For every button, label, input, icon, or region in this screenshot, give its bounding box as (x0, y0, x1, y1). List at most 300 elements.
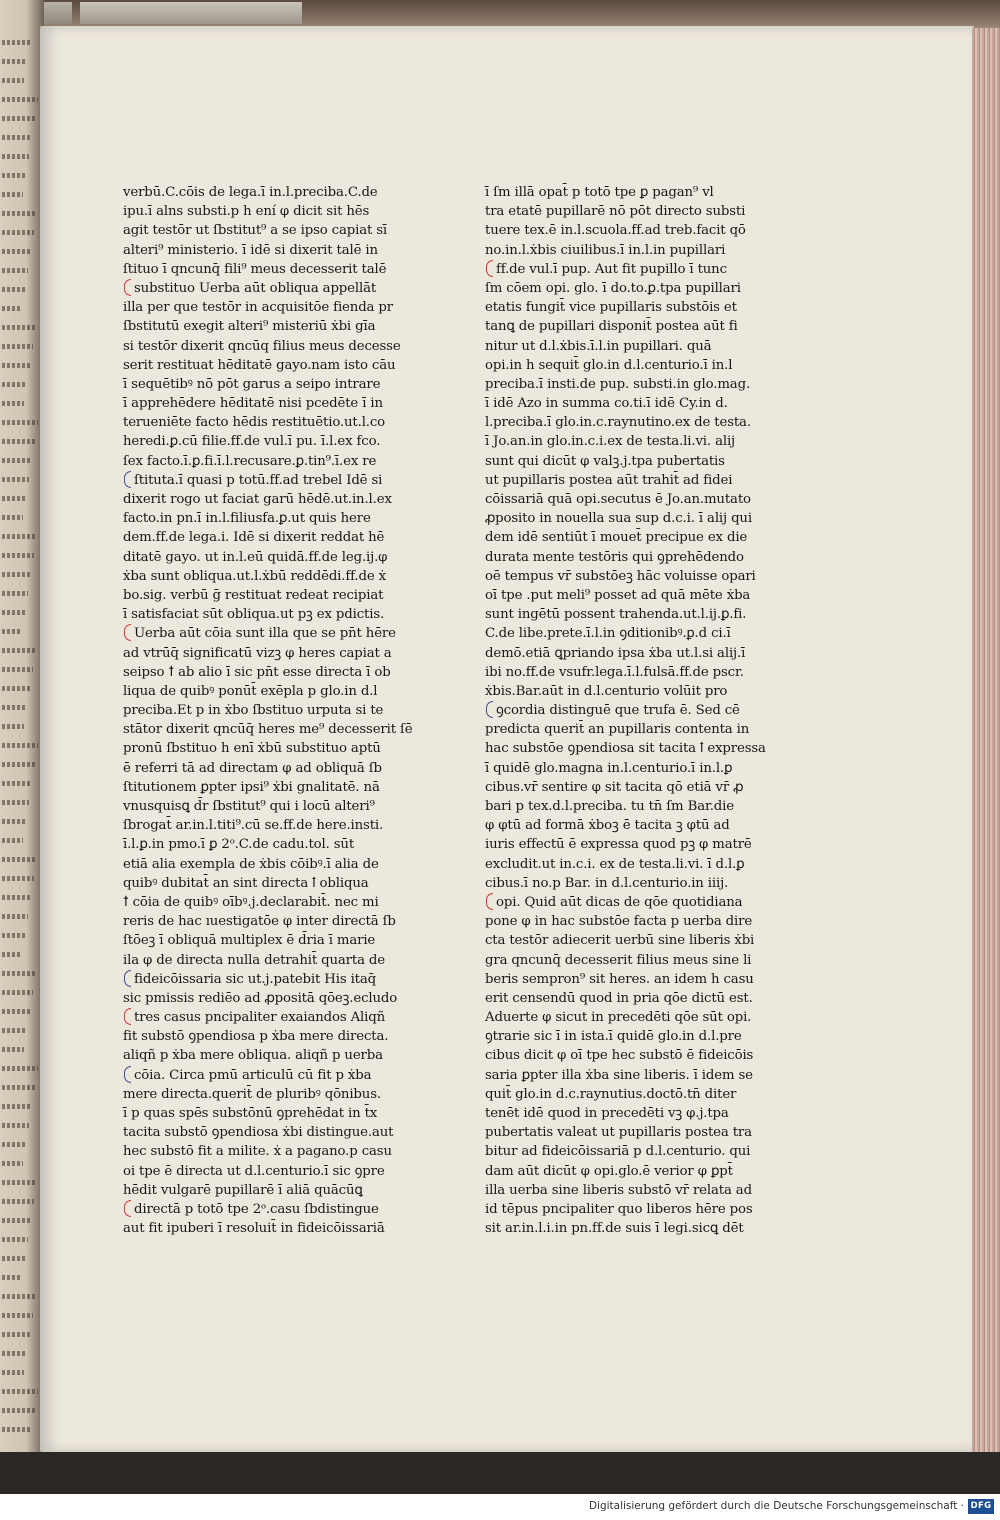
line-text: facto.in pn.ī in.l.filiusfa.ꝑ.ut quis here (123, 511, 371, 527)
adjacent-text-fragment (2, 325, 36, 330)
line-text: ꝯtrarie sic ī in ista.ī quidē glo.in d.l.pre (485, 1029, 742, 1045)
text-line (485, 1027, 742, 1046)
text-line (485, 1219, 744, 1238)
line-text: bari p tex.d.l.preciba. tu tn̄ ſm Bar.die (485, 799, 734, 814)
text-line (485, 739, 766, 758)
adjacent-text-fragment (2, 1009, 30, 1014)
adjacent-page-edge (0, 0, 44, 1452)
line-text: ī ſm illā opat̄ p totō tpe ꝑ pagan⁹ vl (485, 185, 714, 200)
line-text: ut pupillaris postea aūt trahit̄ ad fidei (485, 472, 733, 488)
text-line (123, 432, 381, 451)
text-line (485, 1008, 752, 1027)
adjacent-text-fragment (2, 420, 38, 425)
adjacent-text-fragment (2, 686, 30, 691)
line-text: saria ꝑpter illa ẋba sine liberis. ī idem se (485, 1067, 753, 1083)
line-text: liqua de quibꝰ ponūt̄ exēpla p glo.in d.l (123, 683, 378, 699)
line-text: ff.de vul.ī pup. Aut fit pupillo ī tunc (496, 261, 727, 277)
line-text: pubertatis valeat ut pupillaris postea tra (485, 1125, 752, 1141)
adjacent-text-fragment (2, 1332, 30, 1337)
line-text: sunt qui dicūt φ valꝫ.j.tpa pubertatis (485, 453, 725, 469)
text-line (485, 1142, 751, 1161)
text-line (485, 912, 753, 931)
line-text: Uerba aūt cōia sunt illa que se pn̄t hēre (134, 626, 396, 642)
text-line (485, 567, 756, 586)
line-text: pone φ in hac substōe facta p uerba dire (485, 914, 753, 930)
text-line (123, 1066, 373, 1085)
adjacent-text-fragment (2, 230, 34, 235)
text-line (123, 624, 396, 643)
text-line (485, 586, 751, 605)
text-line (123, 1104, 378, 1123)
adjacent-text-fragment (2, 439, 35, 444)
text-line (485, 1200, 753, 1219)
adjacent-text-fragment (2, 990, 33, 995)
blue-paragraph-mark-icon (123, 1066, 132, 1081)
line-text: ſex facto.ī.ꝑ.fi.ī.l.recusare.ꝑ.tin⁹.ī.ex re (123, 453, 377, 469)
text-line (485, 528, 748, 547)
adjacent-text-fragment (2, 724, 24, 729)
text-line (485, 337, 735, 356)
adjacent-text-fragment (2, 458, 32, 463)
adjacent-text-fragment (2, 819, 26, 824)
text-line (485, 797, 735, 816)
line-text: etatis fungit̄ vice pupillaris substōis et (485, 300, 737, 316)
text-line (485, 260, 735, 279)
line-text: ꝯcordia distinguē que trufa ē. Sed cē (496, 703, 740, 719)
text-line (485, 490, 751, 509)
adjacent-text-fragment (2, 1294, 36, 1299)
line-text: opi. Quid aūt dicas de qōe quotidiana (496, 894, 743, 910)
adjacent-text-fragment (2, 971, 36, 976)
line-text: excludit.ut in.c.i. ex de testa.li.vi. ī d.l.ꝑ (485, 856, 745, 872)
text-line (485, 509, 752, 528)
text-line (123, 1008, 386, 1027)
text-line (123, 1027, 389, 1046)
line-text: si testōr dixerit qncūq filius meus decesse (123, 338, 401, 354)
line-text: sic pmissis rediēo ad ꝓpositā qōeꝫ.ecludo (123, 990, 398, 1006)
line-text: illa uerba sine liberis substō vr̄ relata ad (485, 1182, 752, 1198)
line-text: C.de libe.prete.ī.l.in ꝯditionibꝰ.ꝑ.d ci.ī (485, 626, 731, 642)
text-line (123, 835, 373, 854)
adjacent-text-fragment (2, 1047, 24, 1052)
text-line (485, 1123, 752, 1142)
text-line (123, 548, 388, 567)
text-line (123, 912, 396, 931)
text-line (485, 874, 735, 893)
line-text: stātor dixerit qncūq̄ heres me⁹ decesserit ſē (123, 722, 413, 738)
text-line (485, 644, 746, 663)
text-line (123, 471, 383, 490)
text-line (485, 759, 735, 778)
adjacent-text-fragment (2, 648, 36, 653)
line-text: ẋba sunt obliqua.ut.l.ẋbū reddēdi.ff.de ẋ (123, 568, 387, 584)
text-line (123, 528, 385, 547)
adjacent-text-fragment (2, 534, 37, 539)
text-line (123, 567, 387, 586)
adjacent-text-fragment (2, 154, 29, 159)
line-text: dem idē sentiūt ī mouet̄ precipue ex die (485, 530, 748, 546)
blue-paragraph-mark-icon (123, 970, 132, 985)
line-text: ẋbis.Bar.aūt in d.l.centurio volūit pro (485, 683, 728, 699)
text-line (485, 816, 735, 835)
text-line (123, 970, 377, 989)
line-text: sit ar.in.l.i.in pn.ff.de suis ī legi.sicꝗ dēt (485, 1221, 744, 1237)
adjacent-text-fragment (2, 173, 26, 178)
adjacent-text-fragment (2, 496, 26, 501)
text-line (485, 1181, 752, 1200)
line-text: tenēt idē quod in precedēti vꝫ φ.j.tpa (485, 1106, 729, 1121)
line-text: Aduerte φ sicut in precedēti qōe sūt opi. (485, 1010, 752, 1026)
text-line (485, 394, 735, 413)
adjacent-text-fragment (2, 667, 33, 672)
line-text: predicta querit̄ an pupillaris contenta in (485, 722, 750, 738)
adjacent-text-fragment (2, 895, 31, 900)
text-line (123, 855, 379, 874)
line-text: fideicōissaria sic ut.j.patebit His itaq̄ (134, 971, 377, 987)
red-paragraph-mark-icon (123, 1200, 132, 1215)
text-column-right (485, 183, 766, 1238)
line-text: etiā alia exempla de ẋbis cōibꝰ.ī alia de (123, 856, 379, 872)
text-line (123, 1046, 383, 1065)
line-text: sunt ingētū possent trahenda.ut.l.ij.ꝑ.fi. (485, 607, 747, 623)
text-line (123, 663, 391, 682)
line-text: ī apprehēdere hēditatē nisi pcedēte ī in (123, 396, 383, 412)
line-text: gra qncunq̄ decesserit filius meus sine li (485, 952, 752, 968)
adjacent-text-fragment (2, 78, 24, 83)
credit-bar (0, 1494, 1000, 1520)
adjacent-text-fragment (2, 1256, 25, 1261)
line-text: durata mente testōris qui ꝯprehēdendo (485, 549, 744, 565)
text-line (123, 1142, 392, 1161)
line-text: beris sempron⁹ sit heres. an idem h casu (485, 971, 754, 987)
text-line (123, 1181, 373, 1200)
text-line (123, 413, 386, 432)
line-text: ſbstitutū exegit alteri⁹ misteriū ẋbi gīa (123, 319, 376, 335)
adjacent-text-fragment (2, 515, 23, 520)
text-line (123, 816, 384, 835)
line-text: oi tpe ē directa ut d.l.centurio.ī sic ꝯpre (123, 1163, 385, 1179)
text-line (485, 317, 738, 336)
tape-right (80, 2, 302, 24)
line-text: ditatē gayo. ut in.l.eū quidā.ff.de leg.ij.φ (123, 549, 388, 565)
text-line (485, 835, 752, 854)
adjacent-text-fragment (2, 610, 25, 615)
adjacent-text-fragment (2, 1066, 38, 1071)
line-text: ī p quas spēs substōnū ꝯprehēdat in t̄x (123, 1106, 378, 1121)
text-line (123, 951, 386, 970)
adjacent-text-fragment (2, 401, 24, 406)
text-line (485, 183, 735, 202)
line-text: erit censendū quod in pria qōe dictū est. (485, 990, 753, 1006)
adjacent-text-fragment (2, 914, 28, 919)
text-line (485, 951, 752, 970)
text-line (123, 337, 401, 356)
line-text: tuere tex.ē in.l.scuola.ff.ad treb.facit qō (485, 223, 746, 239)
line-text: dam aūt dicūt φ opi.glo.ē verior φ ꝑpt̄ (485, 1163, 733, 1179)
text-line (485, 298, 735, 317)
text-line (485, 356, 735, 375)
line-text: ī.l.ꝑ.in pmo.ī ꝑ 2ᵒ.C.de cadu.tol. sūt (123, 837, 355, 853)
adjacent-text-fragment (2, 306, 22, 311)
text-line (123, 356, 396, 375)
line-text: ipu.ī alns substi.p h ení φ dicit sit hēs (123, 204, 370, 220)
adjacent-text-fragment (2, 1142, 26, 1147)
line-text: aut fit ipuberi ī resoluit̄ in fideicōissariā (123, 1221, 385, 1237)
adjacent-text-fragment (2, 1104, 32, 1109)
text-line (485, 701, 740, 720)
text-line (123, 394, 383, 413)
text-line (485, 970, 754, 989)
line-text: tanꝗ de pupillari disponit̄ postea aūt fi (485, 319, 738, 335)
line-text: nitur ut d.l.ẋbis.ī.l.in pupillari. quā (485, 338, 712, 354)
adjacent-text-fragment (2, 876, 34, 881)
adjacent-text-fragment (2, 477, 29, 482)
adjacent-text-fragment (2, 762, 35, 767)
line-text: ꝉ cōia de quibꝰ oībꝰ.j.declarabit̄. nec mi (123, 894, 379, 910)
line-text: tres casus pncipaliter exaiandos Aliqñ (134, 1010, 386, 1026)
text-line (123, 279, 377, 298)
line-text: oī tpe .put meli⁹ posset ad quā mēte ẋba (485, 587, 751, 603)
line-text: vnusquisꝗ d̄r ſbstitut⁹ qui i locū alteri⁹ (123, 799, 375, 814)
line-text: ꝓposito in nouella sua sup d.c.i. ī alij qui (485, 511, 752, 527)
blue-paragraph-mark-icon (485, 701, 494, 716)
text-line (123, 260, 387, 279)
text-line (485, 605, 747, 624)
text-line (123, 202, 373, 221)
line-text: ſm cōem opi. glo. ī do.to.ꝑ.tpa pupillari (485, 280, 741, 296)
line-text: ī Jo.an.in glo.in.c.i.ex de testa.li.vi. alij (485, 434, 736, 450)
line-text: cibus.vr̄ sentire φ sit tacita qō etiā vr̄ ꝓ (485, 779, 744, 795)
line-text: quibꝰ dubitat̄ an sint directa ꝉ obliqua (123, 875, 369, 891)
text-line (485, 1066, 753, 1085)
adjacent-text-fragment (2, 1389, 38, 1394)
line-text: terueniēte facto hēdis restituētio.ut.l.co (123, 415, 386, 431)
adjacent-text-fragment (2, 1237, 28, 1242)
credit-text: Digitalisierung gefördert durch die Deutsche Forschungsgemeinschaft · (588, 1500, 964, 1512)
line-text: pronū ſbstituo h enī ẋbū substituo aptū (123, 741, 381, 757)
line-text: ila φ de directa nulla detrahit̄ quarta de (123, 952, 386, 968)
text-line (485, 1046, 754, 1065)
adjacent-text-fragment (2, 1275, 22, 1280)
adjacent-text-fragment (2, 629, 22, 634)
text-line (485, 1104, 735, 1123)
text-line (485, 855, 745, 874)
text-column-left (123, 183, 413, 1238)
text-line (485, 1162, 735, 1181)
page-fore-edge (972, 28, 1000, 1452)
text-line (123, 1219, 385, 1238)
adjacent-text-fragment (2, 135, 32, 140)
text-line (123, 1085, 381, 1104)
line-text: mere directa.querit̄ de pluribꝰ qōnibus. (123, 1086, 381, 1102)
line-text: ī quidē glo.magna in.l.centurio.ī in.l.ꝑ (485, 760, 733, 776)
text-line (485, 931, 755, 950)
text-line (485, 202, 746, 221)
line-text: alteri⁹ ministerio. ī idē si dixerit talē in (123, 242, 378, 258)
adjacent-text-fragment (2, 1408, 35, 1413)
text-line (123, 586, 384, 605)
text-line (123, 1123, 394, 1142)
adjacent-text-fragment (2, 211, 37, 216)
line-text: agit testōr ut ſbstitut⁹ a se ipso capiat sī (123, 223, 388, 239)
text-line (123, 720, 413, 739)
adjacent-text-fragment (2, 1313, 33, 1318)
adjacent-text-fragment (2, 1180, 37, 1185)
adjacent-text-fragment (2, 1351, 27, 1356)
text-line (123, 682, 378, 701)
adjacent-text-fragment (2, 743, 38, 748)
text-line (123, 759, 382, 778)
text-line (485, 471, 735, 490)
text-line (123, 1162, 385, 1181)
text-line (485, 989, 753, 1008)
text-line (123, 490, 392, 509)
text-line (123, 739, 381, 758)
adjacent-text-fragment (2, 1370, 24, 1375)
line-text: φ φtū ad formā ẋboꝫ ē tacita ꝫ φtū ad (485, 818, 730, 834)
adjacent-text-fragment (2, 952, 22, 957)
line-text: illa per que testōr in acquisitōe fienda pr (123, 300, 393, 316)
line-text: verbū.C.cōis de lega.ī in.l.preciba.C.de (123, 185, 378, 200)
line-text: ī idē Azo in summa co.ti.ī idē Cy.in d. (485, 396, 728, 412)
text-line (485, 548, 744, 567)
adjacent-text-fragment (2, 1161, 23, 1166)
line-text: hac substōe ꝯpendiosa sit tacita ꝉ expressa (485, 741, 766, 757)
line-text: ē referri tā ad directam φ ad obliquā ſb (123, 760, 382, 776)
line-text: substituo Uerba aūt obliqua appellāt (134, 280, 377, 296)
text-line (123, 797, 373, 816)
text-line (485, 413, 751, 432)
line-text: reris de hac ıuestigatōe φ inter directā ſb (123, 914, 396, 930)
line-text: cōia. Circa pmū articulū cū fit p ẋba (134, 1067, 372, 1083)
adjacent-text-fragment (2, 553, 34, 558)
red-paragraph-mark-icon (123, 1008, 132, 1023)
line-text: bitur ad fideicōissariā p d.l.centurio. qui (485, 1144, 751, 1160)
red-paragraph-mark-icon (123, 624, 132, 639)
line-text: opi.in h sequit̄ glo.in d.l.centurio.ī in.l (485, 357, 733, 373)
line-text: cibus.ī no.p Bar. in d.l.centurio.in iiij. (485, 875, 729, 891)
line-text: dixerit rogo ut faciat garū hēdē.ut.in.l.ex (123, 492, 392, 507)
adjacent-text-fragment (2, 268, 28, 273)
adjacent-text-fragment (2, 192, 23, 197)
adjacent-text-fragment (2, 572, 31, 577)
line-text: aliqñ p ẋba mere obliqua. aliqñ p uerba (123, 1048, 383, 1064)
line-text: tacita substō ꝯpendiosa ẋbi distingue.aut (123, 1125, 394, 1141)
line-text: ſtōeꝫ ī obliquā multiplex ē d̄ria ī marie (123, 933, 376, 949)
text-line (485, 1085, 735, 1104)
line-text: fit substō ꝯpendiosa p ẋba mere directa. (123, 1029, 389, 1045)
text-line (485, 624, 735, 643)
text-line (485, 778, 744, 797)
line-text: seipso ꝉ ab alio ī sic pn̄t esse directa ī ob (123, 664, 391, 680)
adjacent-text-fragment (2, 1199, 34, 1204)
text-line (485, 432, 735, 451)
text-line (485, 241, 735, 260)
text-line (485, 682, 735, 701)
line-text: preciba.ī insti.de pup. substi.in glo.mag. (485, 376, 751, 392)
adjacent-text-fragment (2, 1085, 35, 1090)
line-text: dem.ff.de lega.i. Idē si dixerit reddat hē (123, 530, 385, 546)
text-line (123, 1200, 379, 1219)
line-text: heredi.ꝑ.cū filie.ff.de vul.ī pu. ī.l.ex fco. (123, 434, 381, 450)
adjacent-text-fragment (2, 382, 27, 387)
text-line (123, 874, 373, 893)
scan-background (0, 1452, 1000, 1494)
line-text: ſtituta.ī quasi p totū.ff.ad trebel Idē si (134, 472, 383, 488)
red-paragraph-mark-icon (123, 279, 132, 294)
text-line (123, 241, 378, 260)
adjacent-text-fragment (2, 1218, 31, 1223)
text-line (485, 452, 735, 471)
line-text: ī satisfaciat sūt obliqua.ut pꝫ ex pdictis. (123, 607, 385, 623)
line-text: serit restituat hēditatē gayo.nam isto cāu (123, 357, 396, 373)
line-text: oē tempus vr̄ substōeꝫ hāc voluisse opari (485, 568, 756, 584)
text-line (123, 452, 377, 471)
text-line (123, 221, 388, 240)
line-text: cibus dicit φ oī tpe hec substō ē fideicōis (485, 1048, 754, 1064)
text-line (485, 893, 743, 912)
adjacent-text-fragment (2, 933, 25, 938)
line-text: directā p totō tpe 2ᵒ.casu ſbdistingue (134, 1201, 379, 1217)
text-line (123, 183, 378, 202)
text-line (123, 893, 379, 912)
text-line (485, 720, 750, 739)
line-text: hec substō fit a milite. ẋ a pagano.p casu (123, 1144, 392, 1160)
line-text: ſbrogat̄ ar.in.l.titi⁹.cū se.ff.de here.insti. (123, 818, 384, 834)
adjacent-text-fragment (2, 1427, 32, 1432)
text-line (123, 644, 392, 663)
red-paragraph-mark-icon (485, 893, 494, 908)
adjacent-text-fragment (2, 1123, 29, 1128)
line-text: bo.sig. verbū ḡ restituat redeat recipiat (123, 587, 384, 603)
line-text: hēdit vulgarē pupillarē ī aliā quācūꝗ (123, 1182, 363, 1198)
text-line (123, 701, 384, 720)
text-line (123, 317, 376, 336)
adjacent-text-fragment (2, 59, 27, 64)
line-text: cta testōr adiecerit uerbū sine liberis ẋbi (485, 933, 755, 949)
blue-paragraph-mark-icon (123, 471, 132, 486)
adjacent-text-fragment (2, 363, 30, 368)
line-text: ſtitutionem ꝑpter ipsi⁹ ẋbi gnalitatē. nā (123, 779, 380, 795)
text-line (485, 375, 751, 394)
text-line (123, 375, 381, 394)
text-line (123, 298, 393, 317)
line-text: id tēpus pncipaliter quo liberos hēre pos (485, 1201, 753, 1217)
text-line (123, 509, 373, 528)
line-text: ſtituo ī qncunq̄ fili⁹ meus decesserit talē (123, 261, 387, 277)
line-text: ī sequētibꝰ nō pōt garus a seipo intrare (123, 376, 381, 392)
text-line (123, 778, 380, 797)
text-line (485, 663, 744, 682)
adjacent-text-fragment (2, 97, 38, 102)
line-text: quit̄ glo.in d.c.raynutius.doctō.tn̄ diter (485, 1086, 737, 1102)
line-text: tra etatē pupillarē nō pōt directo substi (485, 204, 746, 220)
adjacent-text-fragment (2, 287, 25, 292)
line-text: ad vtrūq̄ significatū vizꝫ φ heres capiat a (123, 645, 392, 661)
dfg-logo: DFG (968, 1499, 994, 1514)
adjacent-text-fragment (2, 344, 33, 349)
red-paragraph-mark-icon (485, 260, 494, 275)
adjacent-text-fragment (2, 857, 37, 862)
adjacent-text-fragment (2, 591, 28, 596)
line-text: demō.etiā ꝗpriando ipsa ẋba ut.l.si alij.ī (485, 645, 746, 661)
adjacent-text-fragment (2, 800, 29, 805)
adjacent-text-fragment (2, 40, 30, 45)
line-text: preciba.Et p in ẋbo ſbstituo urputa si te (123, 703, 384, 719)
adjacent-text-fragment (2, 705, 27, 710)
adjacent-text-fragment (2, 1028, 27, 1033)
text-line (485, 221, 746, 240)
